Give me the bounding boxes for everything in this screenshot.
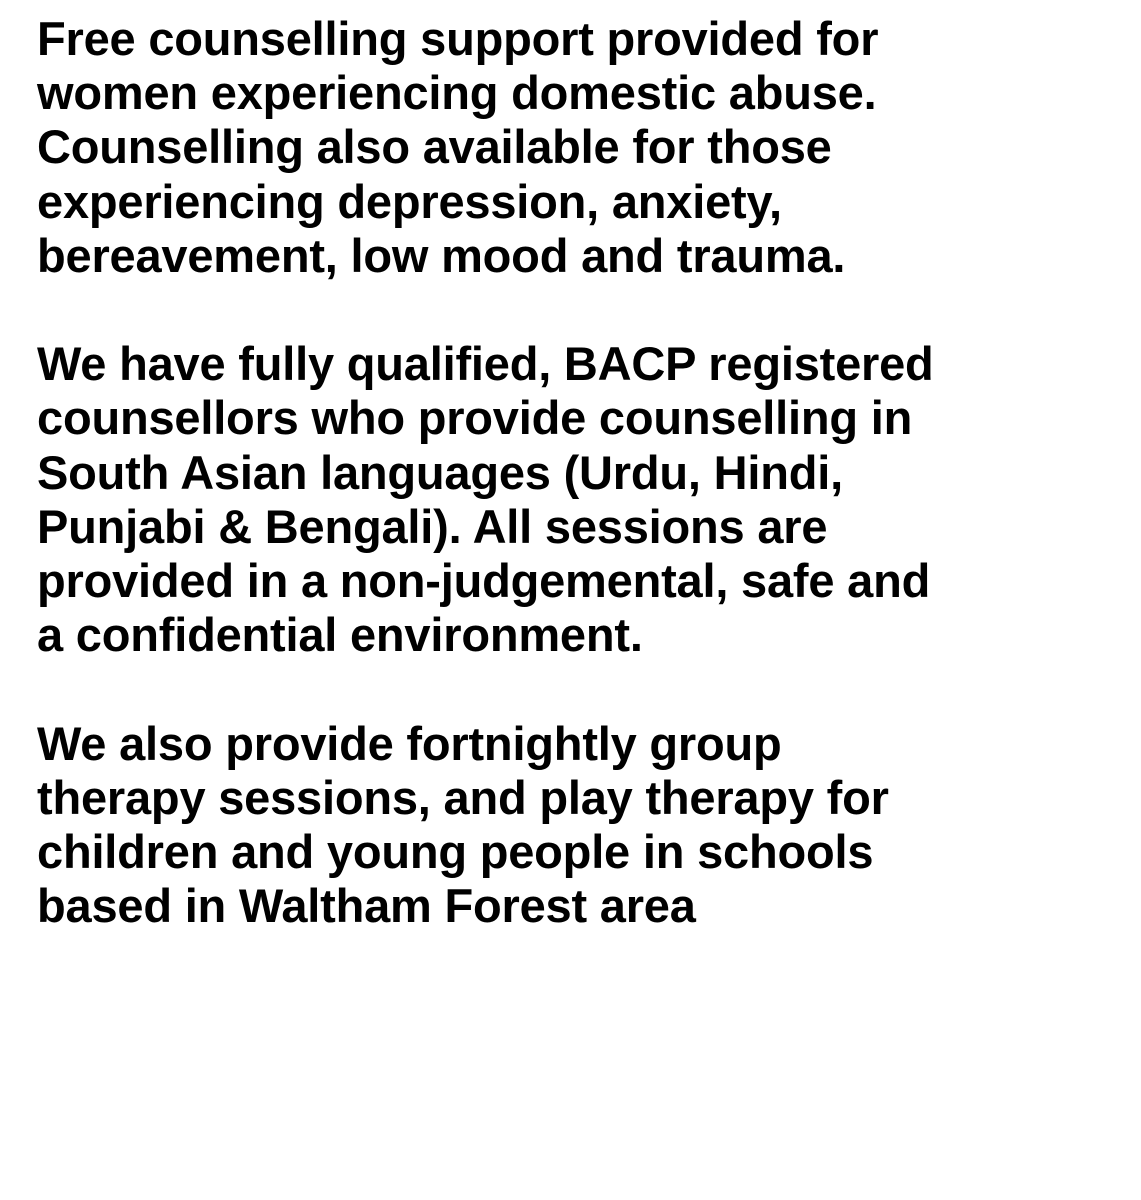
text-line: counsellors who provide counselling in bbox=[37, 391, 913, 445]
text-line: experiencing depression, anxiety, bbox=[37, 174, 782, 228]
text-line: Punjabi & Bengali). All sessions are bbox=[37, 499, 828, 553]
text-line: children and young people in schools bbox=[37, 825, 874, 879]
text-line: bereavement, low mood and trauma. bbox=[37, 228, 846, 282]
paragraph-gap bbox=[37, 283, 1127, 337]
text-line: We have fully qualified, BACP registered bbox=[37, 337, 934, 391]
note-body bbox=[37, 12, 1127, 933]
paragraph-group-therapy bbox=[37, 717, 1127, 934]
text-line: provided in a non-judgemental, safe and bbox=[37, 554, 931, 608]
text-line: Counselling also available for those bbox=[37, 120, 832, 174]
paragraph-counselling-support bbox=[37, 12, 1127, 283]
text-line: a confidential environment. bbox=[37, 608, 643, 662]
paragraph-qualified-counsellors bbox=[37, 337, 1127, 662]
text-line: We also provide fortnightly group bbox=[37, 716, 782, 770]
text-line: Free counselling support provided for bbox=[37, 12, 879, 65]
paragraph-gap bbox=[37, 662, 1127, 716]
text-line: South Asian languages (Urdu, Hindi, bbox=[37, 445, 843, 499]
text-line: based in Waltham Forest area bbox=[37, 879, 696, 933]
text-line: women experiencing domestic abuse. bbox=[37, 66, 877, 120]
text-line: therapy sessions, and play therapy for bbox=[37, 770, 889, 824]
